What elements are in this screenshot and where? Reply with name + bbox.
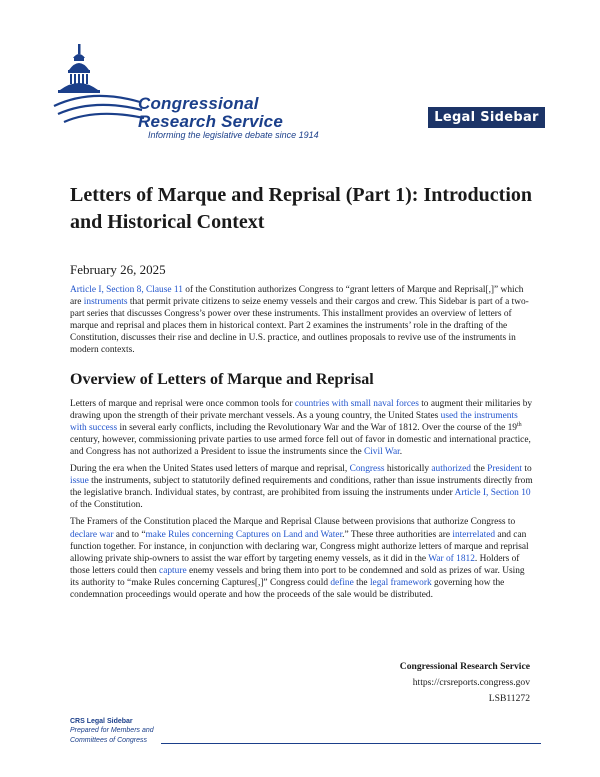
prepared-for-line-2: Committees of Congress: [70, 737, 148, 744]
document-footer-info: [400, 659, 530, 707]
logo-tagline: Informing the legislative debate since 1914: [148, 130, 319, 140]
legal-sidebar-title: CRS Legal Sidebar: [70, 718, 133, 725]
link-president[interactable]: President: [487, 464, 523, 475]
document-body: [70, 284, 534, 606]
link-issue[interactable]: issue: [70, 476, 89, 487]
link-article-i-section-10[interactable]: Article I, Section 10: [454, 488, 531, 499]
link-legal-framework[interactable]: legal framework: [369, 577, 432, 588]
footer-divider: [161, 743, 541, 744]
link-small-naval-forces[interactable]: countries with small naval forces: [294, 398, 419, 409]
link-make-rules-captures[interactable]: make Rules concerning Captures on Land and Water: [145, 529, 343, 540]
crs-logo: [52, 40, 362, 146]
link-used-with-success[interactable]: used the instruments with success: [70, 410, 518, 433]
link-interrelated[interactable]: interrelated: [452, 529, 496, 540]
prepared-for-line-1: Prepared for Members and: [70, 727, 154, 734]
link-article-i-section-8[interactable]: Article I, Section 8, Clause 11: [70, 285, 183, 295]
logo-line-congressional: Congressional: [138, 94, 259, 113]
link-instruments[interactable]: instruments: [83, 297, 128, 308]
footer-org: Congressional Research Service: [399, 661, 530, 672]
page-title: Letters of Marque and Reprisal (Part 1): Introduction and Historical Context: [70, 184, 532, 233]
link-declare-war[interactable]: declare war: [70, 529, 114, 540]
link-congress[interactable]: Congress: [349, 464, 385, 475]
overview-paragraph-1: Letters of marque and reprisal were once common tools for countries with small naval forces to augment their militaries by drawing upon the strength of their private merchant vessels. As a young country, the United States used the instruments with success in several early conflicts, including the Revolutionary War and the War of 1812. Over the course of the 19th century, however, commissioning private parties to use armed force fell out of favor in domestic and international practice, and Congress has not authorized a President to issue the instruments since the Civil War.: [70, 398, 533, 457]
overview-paragraph-2: During the era when the United States used letters of marque and reprisal, Congress historically authorized the President to issue the instruments, subject to statutorily defined requirements and conditions, rather than issue instruments directly from the legislative branch. Individual states, by contrast, are prohibited from issuing the instruments under Article I, Section 10 of the Constitution.: [70, 464, 533, 511]
section-heading: Overview of Letters of Marque and Reprisal: [70, 370, 374, 388]
logo-line-research-service: Research Service: [138, 112, 283, 131]
intro-paragraph: Article I, Section 8, Clause 11 of the Constitution authorizes Congress to “grant letters of Marque and Reprisal[,]” which are instruments that permit private citizens to seize enemy vessels and their cargos and crew. This Sidebar is part of a two-part series that discusses Congress’s power over these instruments. This installment provides an overview of letters of marque and reprisal and places them in historical context. Part 2 examines the instruments’ role in the drafting of the Constitution, discusses their rise and decline in U.S. practice, and outlines proposals to revive use of the instruments in modern contexts.: [70, 285, 529, 356]
publication-date: February 26, 2025: [70, 262, 166, 277]
capitol-dome-icon: [52, 40, 152, 130]
link-civil-war[interactable]: Civil War: [363, 446, 400, 457]
link-war-of-1812[interactable]: War of 1812: [428, 553, 475, 564]
footer-report-id: LSB11272: [488, 693, 530, 704]
link-authorized[interactable]: authorized: [431, 464, 471, 475]
legal-sidebar-badge: Legal Sidebar: [428, 107, 545, 128]
overview-paragraph-3: The Framers of the Constitution placed the Marque and Reprisal Clause between provisions that authorize Congress to declare war and to “make Rules concerning Captures on Land and Water.” These three authorities are interrelated and can function together. For instance, in conjunction with declaring war, Congress might authorize letters of marque and reprisal allowing private ship-owners to assist the war effort by targeting enemy vessels, as it did in the War of 1812. Holders of those letters could then capture enemy vessels and bring them into port to be condemned and sold as prizes of war. Using its authority to “make Rules concerning Captures[,]” Congress could define the legal framework governing how the condemnation proceedings would operate and how the proceeds of the sale would be distributed.: [70, 517, 529, 600]
link-capture[interactable]: capture: [159, 565, 187, 576]
footer-url[interactable]: https://crsreports.congress.gov: [412, 677, 530, 688]
legal-sidebar-footer: [70, 717, 154, 746]
link-define[interactable]: define: [330, 577, 354, 588]
